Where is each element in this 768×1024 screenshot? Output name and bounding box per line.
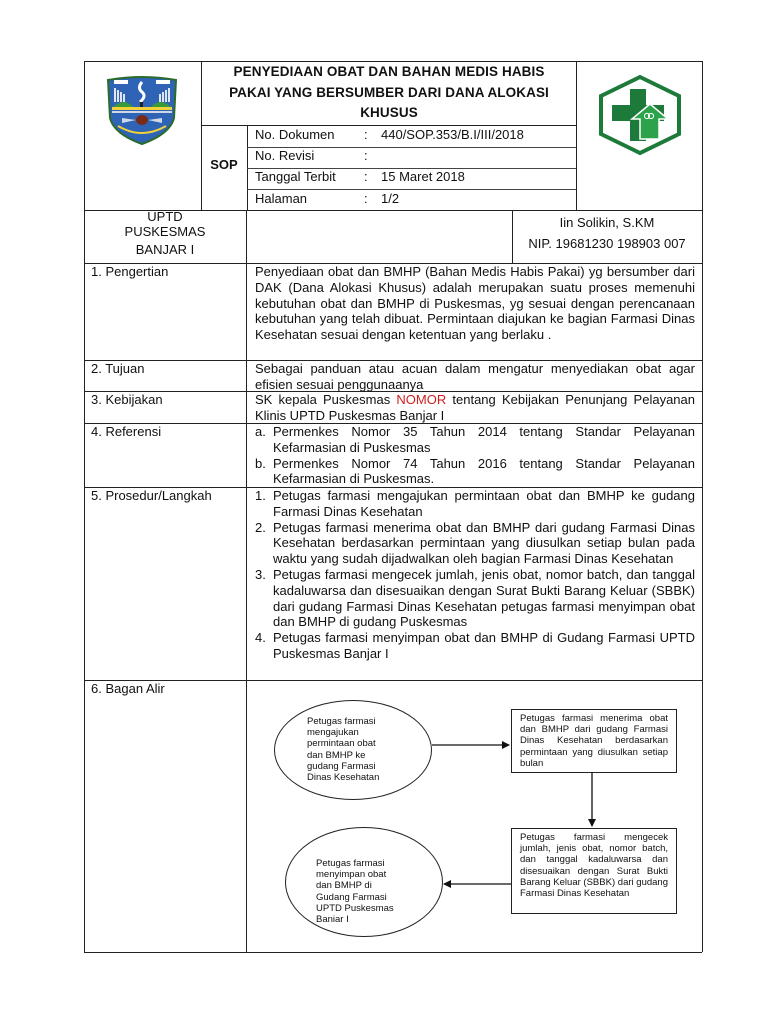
org-line: PUSKESMAS (124, 224, 206, 239)
list-text: Permenkes Nomor 35 Tahun 2014 tentang Standar Pelayanan Kefarmasian di Puskesmas (273, 424, 695, 455)
flow-line: mengajukan (307, 727, 359, 739)
list-text: Petugas farmasi mengecek jumlah, jenis obat, nomor batch, dan tanggal kadaluwarsa dan disesuaikan dengan Surat Bukti Barang Keluar (SBBK) dari gudang Farmasi Dinas Kesehatan petugas farmasi menyimpan obat dan BMHP di gudang Puskesmas (273, 566, 695, 630)
meta-label: Halaman (255, 190, 308, 206)
meta-separator: : (364, 190, 368, 206)
flow-node-check: Petugas farmasi mengecek jumlah, jenis obat, nomor batch, dan tanggal kadaluwarsa dan disesuaikan dengan Surat Bukti Barang Keluar (SBBK) dari gudang Farmasi Dinas Kesehatan (511, 828, 677, 914)
flow-line: menyimpan obat (316, 869, 387, 881)
meta-label: No. Revisi (255, 148, 315, 164)
list-marker: 3. (255, 566, 266, 582)
list-marker: 1. (255, 488, 266, 503)
nomor-placeholder: NOMOR (396, 392, 447, 407)
section-label-tujuan: 2. Tujuan (91, 361, 145, 376)
flow-line: Baniar I (316, 914, 349, 926)
section-label-bagan-alir: 6. Bagan Alir (91, 681, 165, 696)
list-text: Petugas farmasi menyimpan obat dan BMHP di Gudang Farmasi UPTD Puskesmas Banjar I (273, 630, 695, 661)
meta-label: No. Dokumen (255, 127, 335, 142)
title-line: KHUSUS (360, 105, 418, 120)
list-text: Petugas farmasi mengajukan permintaan obat dan BMHP ke gudang Farmasi Dinas Kesehatan (273, 488, 695, 519)
section-label-referensi: 4. Referensi (91, 424, 162, 439)
list-marker: 2. (255, 519, 266, 535)
flow-line: dan BMHP di (316, 880, 372, 892)
org-line: BANJAR I (135, 242, 195, 257)
list-text: Petugas farmasi menerima obat dan BMHP dari gudang Farmasi Dinas Kesehatan berdasarkan permintaan yang diusulkan setiap bulan pada waktu yang sudah dijadwalkan oleh bagian Farmasi Dinas Kesehatan (273, 519, 695, 567)
title-line: PENYEDIAAN OBAT DAN BAHAN MEDIS HABIS (233, 64, 545, 79)
flow-node-store-text (316, 858, 426, 925)
flow-node-receive: Petugas farmasi menerima obat dan BMHP dari gudang Farmasi Dinas Kesehatan berdasarkan permintaan yang diusulkan setiap bulan (511, 709, 677, 773)
meta-label: Tanggal Terbit (255, 169, 336, 185)
meta-separator: : (364, 127, 368, 142)
document-number: 440/SOP.353/B.I/III/2018 (381, 127, 524, 142)
flow-node-start-text (307, 716, 417, 783)
flow-line: Petugas farmasi (316, 858, 385, 869)
flow-line: UPTD Puskesmas (316, 902, 394, 914)
list-marker: a. (255, 424, 266, 439)
section-label-kebijakan: 3. Kebijakan (91, 392, 163, 407)
section-label-pengertian: 1. Pengertian (91, 264, 169, 279)
list-marker: b. (255, 455, 266, 471)
flow-line: permintaan obat (307, 738, 376, 750)
signer-nip: NIP. 19681230 198903 007 (528, 236, 686, 251)
page-number: 1/2 (381, 190, 400, 206)
flow-line: Dinas Kesehatan (307, 772, 380, 784)
flow-line: dan BMHP ke (307, 749, 366, 761)
sop-label: SOP (210, 157, 238, 172)
meta-separator: : (364, 169, 368, 185)
section-label-prosedur: 5. Prosedur/Langkah (91, 488, 212, 503)
list-text: Permenkes Nomor 74 Tahun 2016 tentang Standar Pelayanan Kefarmasian di Puskesmas. (273, 455, 695, 487)
section-text-tujuan: Sebagai panduan atau acuan dalam mengatur menyediakan obat agar efisien sesuai penggunaanya (255, 361, 695, 392)
kebijakan-text: tentang Kebijakan Penunjang Pelayanan Klinis UPTD Puskesmas Banjar I (255, 392, 695, 423)
publish-date: 15 Maret 2018 (381, 169, 465, 185)
flow-line: Gudang Farmasi (316, 891, 387, 903)
flow-line: gudang Farmasi (307, 760, 376, 772)
flow-line: Petugas farmasi (307, 716, 376, 727)
meta-separator: : (364, 148, 368, 164)
section-text-pengertian: Penyediaan obat dan BMHP (Bahan Medis Habis Pakai) yg bersumber dari DAK (Dana Alokasi Khusus) adalah merupakan suatu proses memenuhi kebutuhan obat dan BMHP di Puskesmas, yg sesuai dengan perencanaan kebutuhan yang telah dibuat. Permintaan diajukan ke bagian Farmasi Dinas Kesehatan sesuai dengan ketentuan yang berlaku . (255, 264, 695, 343)
list-marker: 4. (255, 630, 266, 646)
title-line: PAKAI YANG BERSUMBER DARI DANA ALOKASI (229, 84, 549, 100)
org-line: UPTD (147, 209, 183, 224)
kebijakan-text: SK kepala Puskesmas (255, 392, 397, 407)
signer-name: Iin Solikin, S.KM (559, 215, 655, 230)
